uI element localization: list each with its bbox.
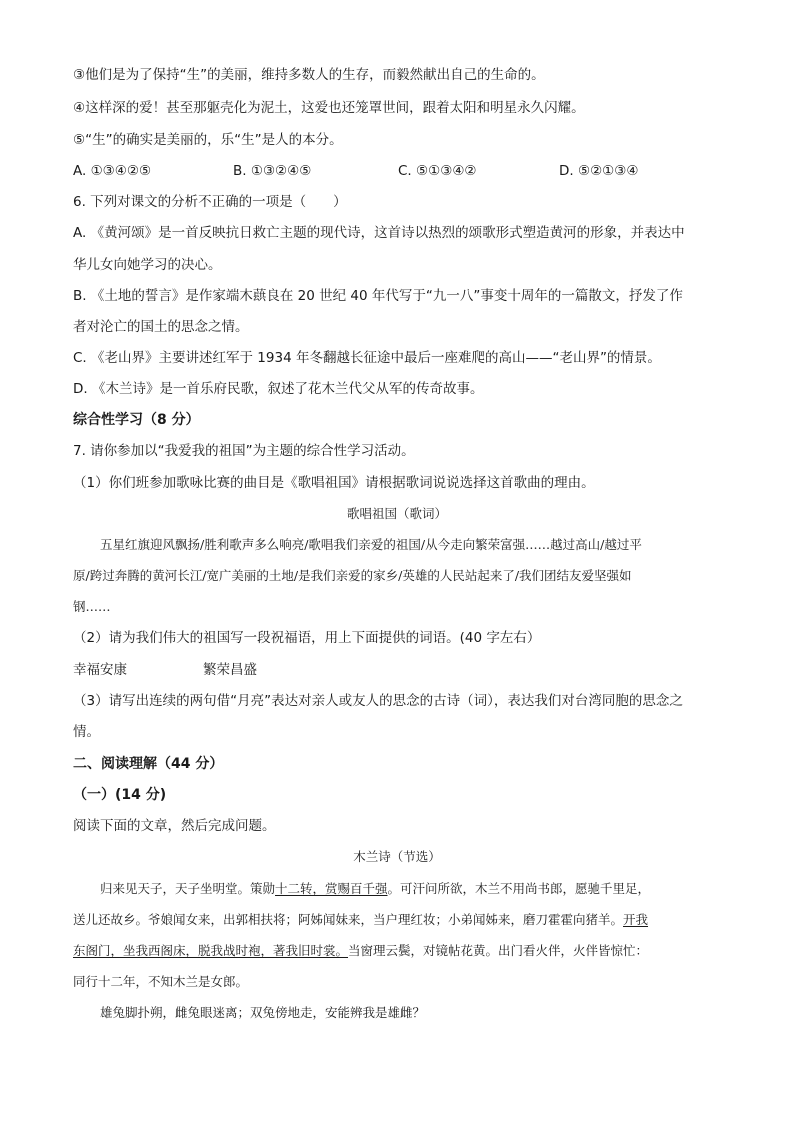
section-heading-reading: 二、阅读理解（44 分） — [73, 756, 224, 772]
poem-line-5: 雄兔脚扑朔，雌兔眼迷离；双兔傍地走，安能辨我是雄雌？ — [100, 1005, 426, 1020]
underlined-phrase: 十二转，赏赐百千强 — [275, 881, 388, 896]
q5-option-a[interactable]: A. ①③④②⑤ — [73, 163, 152, 179]
poem-text: 当窗理云鬓，对镜帖花黄。出门看火伴，火伴皆惊忙： — [348, 943, 649, 958]
q5-option-b[interactable]: B. ①③②④⑤ — [233, 163, 312, 179]
q6-stem: 6. 下列对课文的分析不正确的一项是（ ） — [73, 194, 347, 210]
q6-option-a-line1[interactable]: A. 《黄河颂》是一首反映抗日救亡主题的现代诗，这首诗以热烈的颂歌形式塑造黄河的形象，并表达中 — [73, 225, 685, 241]
section-heading-zonghe: 综合性学习（8 分） — [73, 412, 200, 428]
q5-item-3: ③他们是为了保持“生”的美丽，维持多数人的生存，而毅然献出自己的生命的。 — [73, 67, 545, 83]
poem-text: 归来见天子，天子坐明堂。策勋 — [100, 881, 276, 896]
poem-text: 。可汗问所欲，木兰不用尚书郎，愿驰千里足， — [387, 881, 651, 896]
q5-option-d[interactable]: D. ⑤②①③④ — [559, 163, 639, 179]
poem-line-1 — [100, 880, 750, 898]
word-fanrong: 繁荣昌盛 — [203, 662, 257, 678]
q6-option-c[interactable]: C. 《老山界》主要讲述红军于 1934 年冬翻越长征途中最后一座难爬的高山——“老山界”的情景。 — [73, 350, 661, 366]
underlined-phrase: 东阁门，坐我西阁床，脱我战时袍，著我旧时裳。 — [73, 943, 349, 958]
q6-option-b-line2: 者对沦亡的国土的思念之情。 — [73, 319, 249, 335]
q5-option-c[interactable]: C. ⑤①③④② — [398, 163, 477, 179]
q7-part3-line1: （3）请写出连续的两句借“月亮”表达对亲人或友人的思念的古诗（词），表达我们对台湾同胞的思念之 — [73, 693, 683, 709]
q7-part3-line2: 情。 — [73, 724, 100, 740]
lyric-line-3: 钢…… — [73, 599, 111, 614]
poem-title: 木兰诗（节选） — [353, 849, 441, 864]
q7-stem: 7. 请你参加以“我爱我的祖国”为主题的综合性学习活动。 — [73, 443, 415, 459]
q6-option-d[interactable]: D. 《木兰诗》是一首乐府民歌，叙述了花木兰代父从军的传奇故事。 — [73, 381, 484, 397]
reading-instruction: 阅读下面的文章，然后完成问题。 — [73, 818, 276, 834]
lyric-line-2: 原/跨过奔腾的黄河长江/宽广美丽的土地/是我们亲爱的家乡/英雄的人民站起来了/我们团结友爱坚强如 — [73, 568, 632, 583]
q6-option-a-line2: 华儿女向她学习的决心。 — [73, 257, 222, 273]
q7-part2: （2）请为我们伟大的祖国写一段祝福语，用上下面提供的词语。(40 字左右） — [73, 630, 541, 646]
q6-option-b-line1[interactable]: B. 《土地的誓言》是作家端木蕻良在 20 世纪 40 年代写于“九一八”事变十周年的一篇散文，抒发了作 — [73, 288, 683, 304]
poem-line-2 — [73, 911, 723, 929]
song-title: 歌唱祖国（歌词） — [346, 506, 447, 521]
underlined-phrase: 开我 — [623, 912, 649, 927]
poem-line-3 — [73, 942, 723, 960]
lyric-line-1: 五星红旗迎风飘扬/胜利歌声多么响亮/歌唱我们亲爱的祖国/从今走向繁荣富强……越过高山/越过平 — [100, 537, 642, 552]
poem-text: 送儿还故乡。爷娘闻女来，出郭相扶将；阿姊闻妹来，当户理红妆；小弟闻姊来，磨刀霍霍向猪羊。 — [73, 912, 624, 927]
poem-line-4: 同行十二年，不知木兰是女郎。 — [73, 974, 249, 989]
q7-part1: （1）你们班参加歌咏比赛的曲目是《歌唱祖国》请根据歌词说说选择这首歌曲的理由。 — [73, 475, 595, 491]
part-one-heading: （一）(14 分) — [73, 787, 167, 803]
q5-item-4: ④这样深的爱！甚至那躯壳化为泥土，这爱也还笼罩世间，跟着太阳和明星永久闪耀。 — [73, 100, 585, 116]
q5-item-5: ⑤“生”的确实是美丽的，乐“生”是人的本分。 — [73, 132, 343, 148]
word-xingfu: 幸福安康 — [73, 662, 127, 678]
